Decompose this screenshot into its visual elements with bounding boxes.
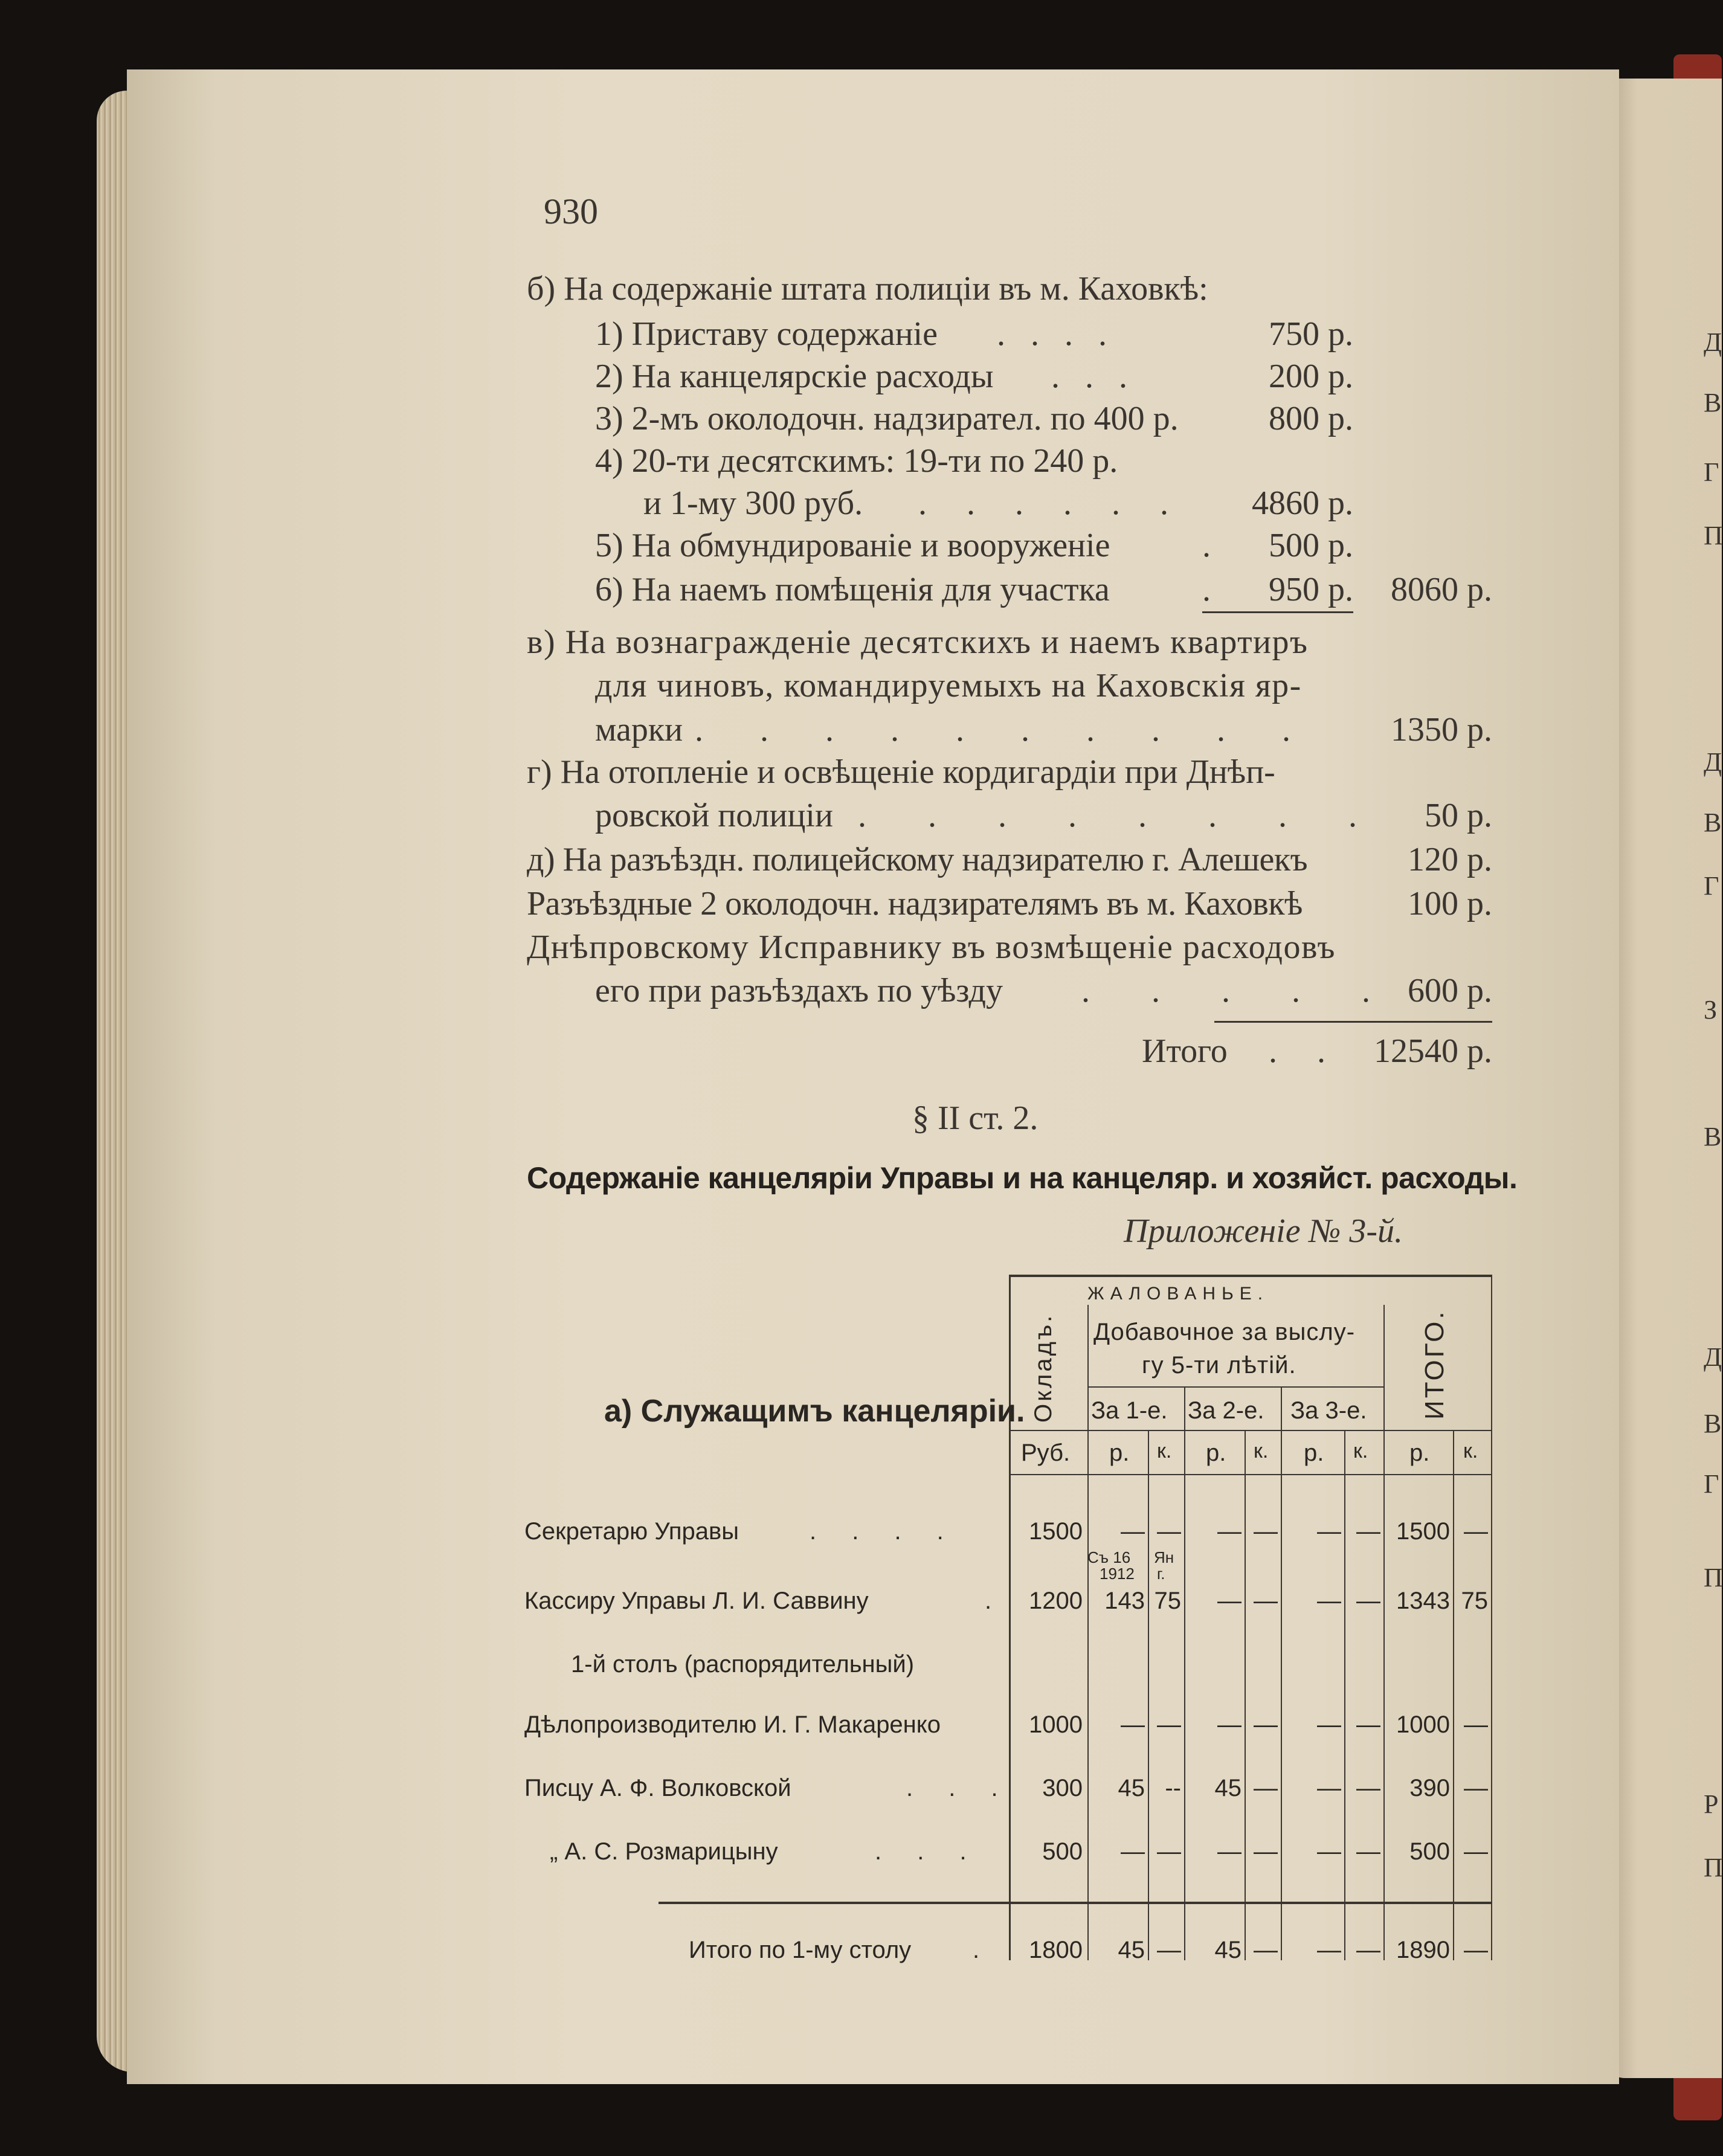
rub-unit: Руб. (1021, 1440, 1071, 1466)
item-dots: . . . . (997, 315, 1115, 353)
cell-z2k: — (1254, 1588, 1278, 1614)
cell-total-k: — (1464, 1838, 1488, 1865)
row-dots: . . . (875, 1838, 981, 1865)
item-dots: . . . . . . (918, 484, 1184, 522)
section-v-line2: для чиновъ, командируемыхъ на Каховскія яр- (595, 667, 1302, 704)
cell-z1r: 45 (1118, 1775, 1145, 1801)
next-page-letter: Д (1704, 747, 1722, 777)
section-d-amount: 120 р. (1408, 841, 1492, 878)
cell-z3k: — (1356, 1518, 1380, 1545)
item-label: 4) 20-ти десятскимъ: 19-ти по 240 р. (595, 442, 1118, 480)
cell-z1r: — (1121, 1711, 1145, 1738)
cell-total-r: 1343 (1396, 1588, 1450, 1614)
cell-z2k: — (1254, 1937, 1278, 1963)
item-amount: 750 р. (1269, 315, 1353, 353)
cell-z1r: — (1121, 1518, 1145, 1545)
item-dots: . . . (1051, 358, 1136, 395)
section-b-heading: б) На содержаніе штата полиціи въ м. Каховкѣ: (527, 270, 1208, 307)
cell-total-r: 1890 (1396, 1937, 1450, 1963)
item-amount: 800 р. (1269, 400, 1353, 437)
section-heading: § II ст. 2. (912, 1099, 1039, 1137)
total-amount: 12540 р. (1374, 1032, 1492, 1070)
ispravnik-amount: 600 р. (1408, 972, 1492, 1009)
cell-z2r: — (1217, 1518, 1242, 1545)
cell-z1k: 75 (1154, 1588, 1181, 1614)
cell-z2r: 45 (1214, 1775, 1242, 1801)
underline (1202, 611, 1353, 613)
table-total-rule (659, 1902, 1492, 1904)
cell-z3r: — (1317, 1588, 1341, 1614)
travel-amount: 100 р. (1408, 885, 1492, 922)
cell-oklad: 1500 (1029, 1518, 1083, 1545)
col-rule (1281, 1386, 1282, 1960)
k-unit: к. (1157, 1440, 1172, 1463)
cell-z1k: -- (1165, 1775, 1181, 1801)
item-label: и 1-му 300 руб. (643, 484, 863, 522)
item-amount: 200 р. (1269, 358, 1353, 395)
col-rule (1344, 1430, 1345, 1960)
cell-z3r: — (1317, 1838, 1341, 1865)
additional-header: Добавочное за выслу- (1093, 1319, 1356, 1345)
za1-header: За 1-е. (1091, 1397, 1168, 1424)
table-top-rule (1009, 1275, 1492, 1277)
cell-oklad: 300 (1042, 1775, 1083, 1801)
row-label: Писцу А. Ф. Волковской (524, 1775, 791, 1801)
cell-z1k: — (1157, 1711, 1181, 1738)
cell-z3k: — (1356, 1588, 1380, 1614)
table-units-rule (1009, 1474, 1492, 1475)
section-g-dots: . . . . . . . . (858, 797, 1383, 834)
next-page-letter: Р (1704, 1789, 1719, 1819)
row-dots: . . . . (810, 1518, 958, 1545)
col-rule (1184, 1386, 1185, 1960)
cell-z2k: — (1254, 1838, 1278, 1865)
next-page-letter: П (1704, 1853, 1723, 1882)
additional-header-2: гу 5-ти лѣтій. (1142, 1352, 1296, 1379)
kassir-note: Ян (1154, 1548, 1174, 1566)
cell-z3k: — (1356, 1838, 1380, 1865)
item-amount: 4860 р. (1252, 484, 1353, 522)
r-unit: р. (1109, 1440, 1130, 1466)
cell-z3k: — (1356, 1775, 1380, 1801)
next-page-letter: В (1704, 1409, 1722, 1438)
row-dots: . . . (906, 1775, 1013, 1801)
za3-header: За 3-е. (1290, 1397, 1367, 1424)
cell-z1r: 45 (1118, 1937, 1145, 1963)
cell-oklad: 1200 (1029, 1588, 1083, 1614)
item-amount: 950 р. (1269, 571, 1353, 608)
cell-total-r: 1000 (1396, 1711, 1450, 1738)
cell-total-r: 500 (1409, 1838, 1450, 1865)
next-page-letter: В (1704, 388, 1722, 417)
next-page-letter: Д (1704, 1342, 1722, 1372)
cell-z2r: 45 (1214, 1937, 1242, 1963)
kassir-note: г. (1157, 1565, 1165, 1583)
cell-z1k: — (1157, 1518, 1181, 1545)
cell-z3r: — (1317, 1775, 1341, 1801)
additional-rule (1087, 1386, 1383, 1388)
cell-z1r: — (1121, 1838, 1145, 1865)
section-v-amount: 1350 р. (1391, 711, 1492, 748)
cell-total-k: — (1464, 1518, 1488, 1545)
cell-z2k: — (1254, 1775, 1278, 1801)
item-label: 2) На канцелярскіе расходы (595, 358, 994, 395)
itogo-header: ИТОГО. (1420, 1309, 1449, 1420)
salary-header: ЖАЛОВАНЬЕ. (1087, 1284, 1269, 1304)
section-v-line3: марки (595, 711, 683, 748)
total-label: Итого (1142, 1032, 1228, 1070)
cell-z2r: — (1217, 1711, 1242, 1738)
col-rule (1491, 1275, 1492, 1960)
next-page-letter: В (1704, 808, 1722, 837)
total-dots: . . (1269, 1032, 1341, 1070)
cell-z3r: — (1317, 1711, 1341, 1738)
cell-z1r: 143 (1104, 1588, 1145, 1614)
cell-z1k: — (1157, 1937, 1181, 1963)
cell-z2r: — (1217, 1588, 1242, 1614)
section-v-line1: в) На вознагражденіе десятскихъ и наемъ квартиръ (527, 623, 1309, 661)
row-label: Секретарю Управы (524, 1518, 739, 1545)
bold-title: Содержаніе канцеляріи Управы и на канцеляр. и хозяйст. расходы. (527, 1161, 1518, 1195)
item-label: 6) На наемъ помѣщенія для участка (595, 571, 1110, 608)
k-unit: к. (1353, 1440, 1368, 1463)
item-amount: 500 р. (1269, 527, 1353, 564)
cell-oklad: 1800 (1029, 1937, 1083, 1963)
appendix-label: Приложеніе № 3-й. (1124, 1212, 1403, 1250)
za2-header: За 2-е. (1188, 1397, 1264, 1424)
next-page-letter: З (1704, 995, 1718, 1025)
k-unit: к. (1254, 1440, 1269, 1463)
item-label: 5) На обмундированіе и вооруженіе (595, 527, 1110, 564)
cell-total-r: 1500 (1396, 1518, 1450, 1545)
cell-z2k: — (1254, 1711, 1278, 1738)
row-label: Кассиру Управы Л. И. Саввину (524, 1588, 869, 1614)
section-b-subtotal: 8060 р. (1391, 571, 1492, 608)
cell-total-k: — (1464, 1711, 1488, 1738)
cell-total-k: 75 (1461, 1588, 1488, 1614)
total-row-dots: . (973, 1937, 980, 1963)
next-page-letter: Г (1704, 871, 1719, 901)
total-rule (1214, 1021, 1492, 1023)
cell-z2r: — (1217, 1838, 1242, 1865)
total-row-label: Итого по 1-му столу (689, 1937, 912, 1963)
kassir-note: 1912 (1100, 1565, 1135, 1583)
ispravnik-line1: Днѣпровскому Исправнику въ возмѣщеніе расходовъ (527, 928, 1336, 966)
ispravnik-dots: . . . . . (1081, 972, 1397, 1009)
r-unit: р. (1206, 1440, 1226, 1466)
r-unit: р. (1409, 1440, 1430, 1466)
cell-z3k: — (1356, 1711, 1380, 1738)
cell-total-k: — (1464, 1937, 1488, 1963)
table-header-rule (1009, 1430, 1492, 1431)
travel-text: Разъѣздные 2 околодочн. надзирателямъ въ м. Каховкѣ (527, 885, 1303, 922)
col-rule (1148, 1430, 1149, 1960)
item-label: 3) 2-мъ околодочн. надзирател. по 400 р. (595, 400, 1179, 437)
r-unit: р. (1304, 1440, 1324, 1466)
next-page-letter: Г (1704, 457, 1719, 487)
ispravnik-line2: его при разъѣздахъ по уѣзду (595, 972, 1003, 1009)
cell-oklad: 1000 (1029, 1711, 1083, 1738)
table-subhead: 1-й столъ (распорядительный) (571, 1651, 915, 1678)
cell-z1k: — (1157, 1838, 1181, 1865)
kassir-note: Съ 16 (1087, 1548, 1131, 1566)
next-page-letter: П (1704, 521, 1723, 550)
next-page-letter: П (1704, 1563, 1723, 1592)
page-number: 930 (544, 191, 598, 231)
cell-z3k: — (1356, 1937, 1380, 1963)
col-rule (1453, 1430, 1454, 1960)
oklad-header: Окладъ. (1030, 1313, 1057, 1423)
row-header: а) Служащимъ канцеляріи. (604, 1394, 1025, 1429)
col-rule (1245, 1430, 1246, 1960)
item-dots: . (1202, 527, 1211, 564)
section-d-text: д) На разъѣздн. полицейскому надзирателю г. Алешекъ (527, 841, 1308, 878)
section-g-line2: ровской полиціи (595, 797, 833, 834)
cell-z3r: — (1317, 1518, 1341, 1545)
next-page-letter: Д (1704, 327, 1722, 357)
section-g-amount: 50 р. (1425, 797, 1492, 834)
section-g-line1: г) На отопленіе и освѣщеніе кордигардіи при Днѣп- (527, 753, 1275, 791)
next-page-edge (1601, 79, 1722, 2078)
row-label: „ А. С. Розмарицыну (550, 1838, 778, 1865)
section-v-dots: . . . . . . . . . . (695, 711, 1315, 748)
row-label: Дѣлопроизводителю И. Г. Макаренко (524, 1711, 941, 1738)
cell-oklad: 500 (1042, 1838, 1083, 1865)
cell-z3r: — (1317, 1937, 1341, 1963)
next-page-letter: Г (1704, 1469, 1719, 1499)
row-dots: . (985, 1588, 992, 1614)
next-page-letter: В (1704, 1122, 1722, 1151)
item-dots: . (1202, 571, 1211, 608)
k-unit: к. (1463, 1440, 1478, 1463)
cell-total-r: 390 (1409, 1775, 1450, 1801)
cell-z2k: — (1254, 1518, 1278, 1545)
item-label: 1) Приставу содержаніе (595, 315, 938, 353)
cell-total-k: — (1464, 1775, 1488, 1801)
